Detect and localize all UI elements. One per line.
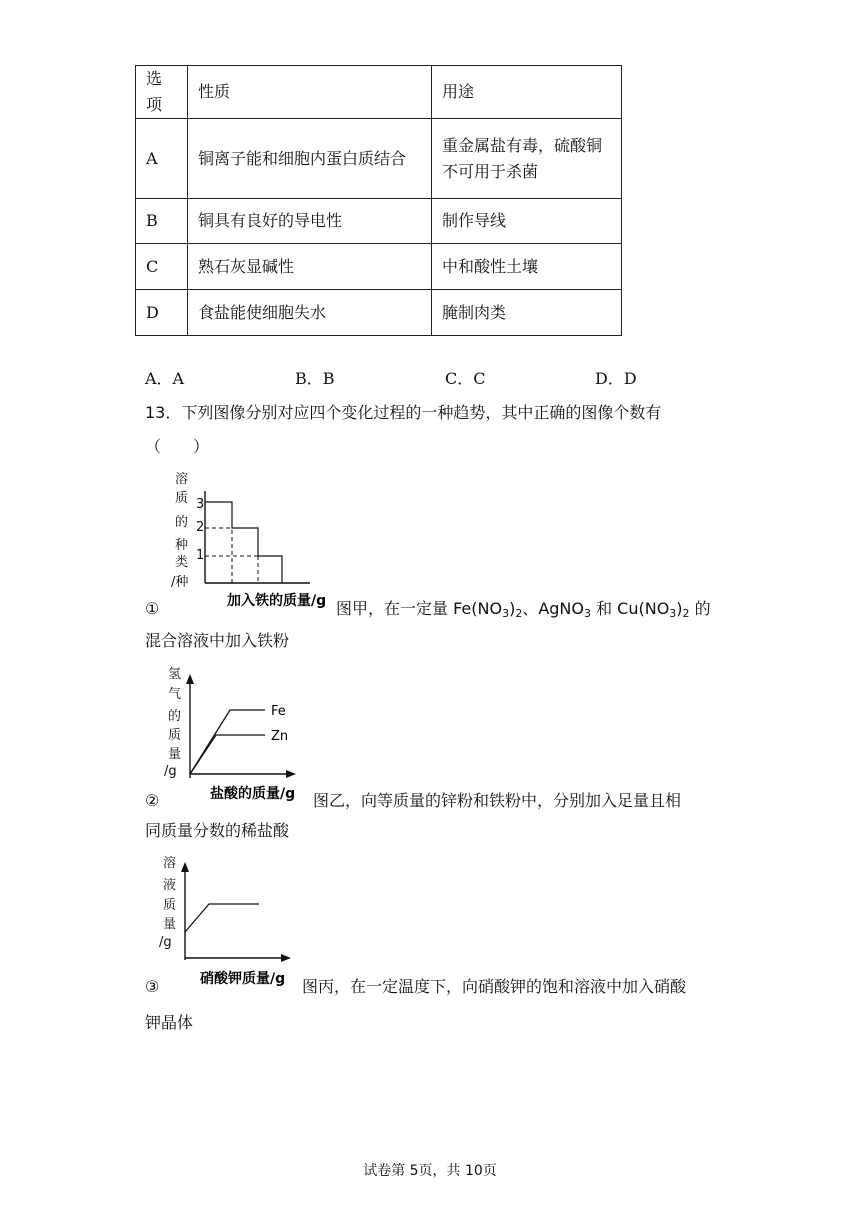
g3-y-arrow <box>181 862 189 872</box>
g3-ylabel: 质 <box>163 898 177 913</box>
g2-legend-zn: Zn <box>271 729 289 744</box>
item3-number: ③ <box>145 977 160 996</box>
g1-ylabel: /种 <box>171 575 189 590</box>
g1-ylabel: 种 <box>175 538 189 553</box>
options-table <box>135 65 622 336</box>
graph-hydrogen-mass <box>160 660 320 810</box>
row-option: C <box>136 244 188 290</box>
g1-step-line <box>205 502 282 583</box>
g2-ylabel: 量 <box>168 747 182 762</box>
g3-ylabel: 量 <box>163 917 177 932</box>
g1-ytick: 2 <box>196 520 205 535</box>
row-option: D <box>136 290 188 336</box>
table-row <box>136 244 622 290</box>
item2-text: 图乙，向等质量的锌粉和铁粉中，分别加入足量且相 <box>313 791 682 810</box>
table-row <box>136 290 622 336</box>
row-option: B <box>136 199 188 244</box>
q13-stem: 13．下列图像分别对应四个变化过程的一种趋势，其中正确的图像个数有 <box>145 403 662 422</box>
g2-ylabel: 氢 <box>168 667 182 682</box>
graph-solution-mass <box>155 845 300 995</box>
choice-a[interactable]: A．A <box>145 369 185 388</box>
row-option: A <box>136 119 188 199</box>
g1-xlabel: 加入铁的质量/g <box>227 593 327 609</box>
item1-number: ① <box>145 599 160 618</box>
row-property: 熟石灰显碱性 <box>188 244 432 290</box>
graph-solute-types <box>165 465 335 615</box>
row-use <box>432 119 622 199</box>
row-use-line1: 重金属盐有毒，硫酸铜 <box>442 135 603 155</box>
g2-series-fe <box>190 710 265 774</box>
item3-text: 图丙，在一定温度下，向硝酸钾的饱和溶液中加入硝酸 <box>302 977 687 996</box>
item1-text: 图甲，在一定量 $Fe(NO_3)_2$、AgNO$_3$ 和 $Cu(NO_3)_2$ 的 <box>336 599 711 620</box>
g3-x-arrow <box>281 954 291 962</box>
g3-curve <box>185 904 259 932</box>
g2-ylabel: 气 <box>168 687 182 702</box>
row-use: 腌制肉类 <box>432 290 622 336</box>
g1-ytick: 3 <box>196 497 205 512</box>
page-footer: 试卷第 5页，共 10页 <box>363 1163 497 1179</box>
g3-ylabel: 溶 <box>163 856 177 871</box>
g2-ylabel: /g <box>164 764 177 779</box>
g2-ylabel: 质 <box>168 728 182 743</box>
choice-d[interactable]: D．D <box>595 369 637 388</box>
g3-ylabel: 液 <box>163 878 177 893</box>
header-property: 性质 <box>188 66 432 119</box>
g1-ytick: 1 <box>196 548 205 563</box>
choice-c[interactable]: C．C <box>445 369 486 388</box>
header-use: 用途 <box>432 66 622 119</box>
g3-ylabel: /g <box>159 935 172 950</box>
g2-x-arrow <box>286 770 296 778</box>
g2-ylabel: 的 <box>168 709 182 724</box>
q13-paren: （ ） <box>145 437 210 456</box>
row-property: 食盐能使细胞失水 <box>188 290 432 336</box>
item2-text-line2: 同质量分数的稀盐酸 <box>145 821 290 840</box>
g2-y-arrow <box>186 674 194 684</box>
g1-ylabel: 类 <box>175 555 189 570</box>
g2-series-zn <box>190 735 265 774</box>
g1-ylabel: 质 <box>175 491 189 506</box>
g3-xlabel: 硝酸钾质量/g <box>200 971 286 987</box>
g1-ylabel: 的 <box>175 515 189 530</box>
row-use: 中和酸性土壤 <box>432 244 622 290</box>
row-property: 铜具有良好的导电性 <box>188 199 432 244</box>
choice-b[interactable]: B．B <box>295 369 335 388</box>
item2-number: ② <box>145 791 160 810</box>
item1-text-line2: 混合溶液中加入铁粉 <box>145 631 290 650</box>
item3-text-line2: 钾晶体 <box>145 1013 194 1032</box>
header-option: 选项 <box>136 66 188 119</box>
g1-ylabel: 溶 <box>175 472 189 487</box>
g2-legend-fe: Fe <box>271 704 286 719</box>
row-use: 制作导线 <box>432 199 622 244</box>
row-use-line2: 不可用于杀菌 <box>442 161 539 181</box>
table-row <box>136 119 622 199</box>
g2-xlabel: 盐酸的质量/g <box>210 786 296 802</box>
row-property: 铜离子能和细胞内蛋白质结合 <box>188 119 432 199</box>
table-header-row <box>136 66 622 119</box>
table-row <box>136 199 622 244</box>
